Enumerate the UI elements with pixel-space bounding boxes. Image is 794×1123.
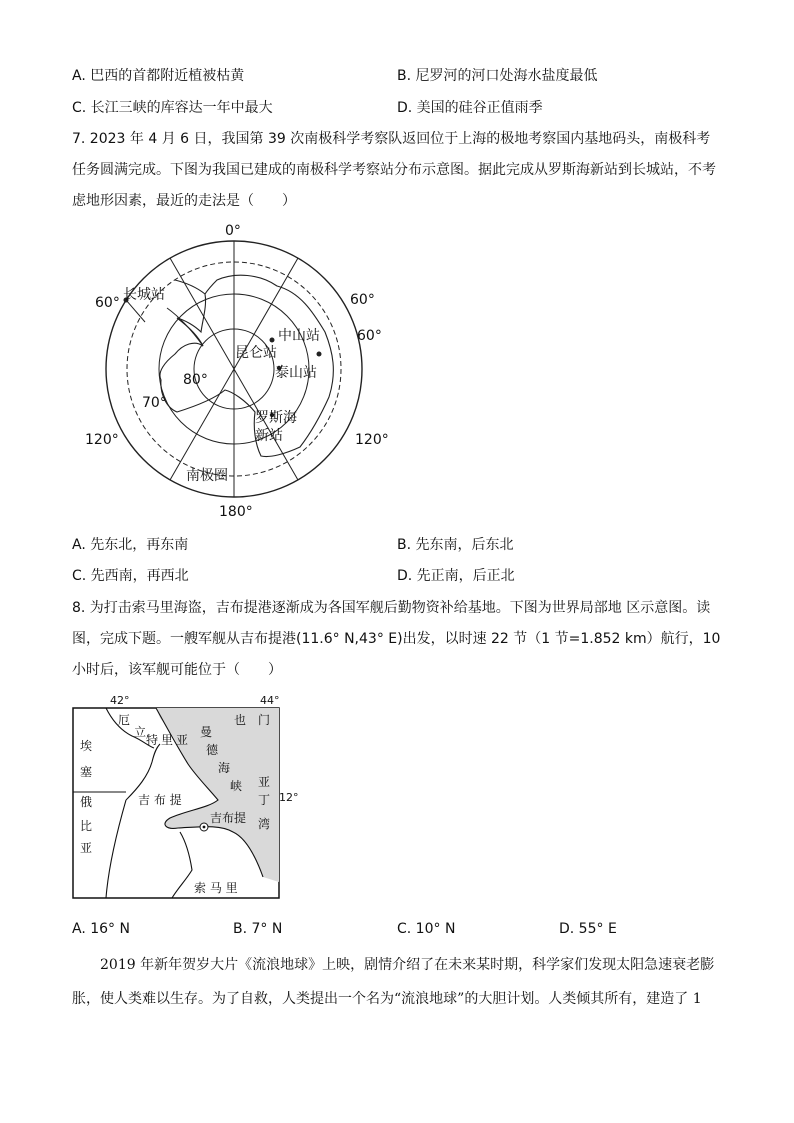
q6-option-c[interactable]: C. 长江三峡的库容达一年中最大 xyxy=(72,100,273,116)
label-ethiopia-3: 俄 xyxy=(80,795,93,809)
label-lat80: 80° xyxy=(183,372,208,388)
label-yemen-2: 门 xyxy=(258,713,271,727)
label-ethiopia-1: 埃 xyxy=(80,739,93,753)
q8-option-d[interactable]: D. 55° E xyxy=(559,921,617,937)
label-aden-1: 亚 xyxy=(258,775,271,789)
q6-option-d[interactable]: D. 美国的硅谷正值雨季 xyxy=(397,100,543,116)
q7-stem: 7. 2023 年 4 月 6 日，我国第 39 次南极科学考察队返回位于上海的极地考察国内基地码头，南极科考任务圆满完成。下图为我国已建成的南极科学考察站分布示意图。据此完成从罗斯海新站到长城站，不考虑地形因素，最近的走法是（ ） xyxy=(72,131,716,209)
border-ethiopia-somalia xyxy=(106,800,126,898)
label-lon0: 0° xyxy=(225,223,241,239)
q6-option-b[interactable]: B. 尼罗河的河口处海水盐度最低 xyxy=(397,68,598,84)
antarctic-peninsula xyxy=(167,280,205,346)
label-antarctic-circle: 南极圈 xyxy=(186,468,228,484)
label-ethiopia-4: 比 xyxy=(80,819,93,833)
label-lon120w: 120° xyxy=(85,432,119,448)
label-lon60w: 60° xyxy=(95,295,120,311)
q8-option-c[interactable]: C. 10° N xyxy=(397,921,456,937)
label-lon44: 44° xyxy=(260,694,280,707)
label-lat12: 12° xyxy=(279,791,299,804)
djibouti-region-map xyxy=(68,692,318,902)
label-ethiopia-2: 塞 xyxy=(80,765,93,779)
label-somalia: 索 马 里 xyxy=(194,881,238,895)
label-changcheng-station: 长城站 xyxy=(123,287,165,303)
q8-stem: 8. 为打击索马里海盗，吉布提港逐渐成为各国军舰后勤物资补给基地。下图为世界局部地 区示意图。读图，完成下题。一艘军舰从吉布提港(11.6° N,43° E)出发，以时速 22 节（1 节=1.852 km）航行，10 小时后，该军舰可能位于（ ） xyxy=(72,600,721,678)
label-eritrea-5: 亚 xyxy=(176,733,189,747)
q8-option-a[interactable]: A. 16° N xyxy=(72,921,130,937)
label-aden-2: 丁 xyxy=(258,793,271,807)
label-eritrea-2: 立 xyxy=(134,725,147,739)
kunlun-station-dot xyxy=(270,338,275,343)
label-aden-3: 湾 xyxy=(258,817,271,831)
label-lon180: 180° xyxy=(219,504,253,520)
changcheng-leader xyxy=(126,300,145,322)
label-rosssea-line2: 新站 xyxy=(255,428,283,444)
q6-option-a[interactable]: A. 巴西的首都附近植被枯黄 xyxy=(72,68,245,84)
label-mandeb-1: 曼 xyxy=(200,725,213,739)
q7-option-c[interactable]: C. 先西南，再西北 xyxy=(72,568,189,584)
label-mandeb-4: 峡 xyxy=(230,779,243,793)
label-kunlun-station: 昆仑站 xyxy=(235,345,277,361)
q7-option-a[interactable]: A. 先东北，再东南 xyxy=(72,537,189,553)
label-lon120e: 120° xyxy=(355,432,389,448)
label-ethiopia-5: 亚 xyxy=(80,841,93,855)
label-lat70: 70° xyxy=(142,395,167,411)
border-djibouti-somalia xyxy=(172,832,192,898)
antarctica-station-map xyxy=(85,222,389,522)
label-lon42: 42° xyxy=(110,694,130,707)
label-zhongshan-station: 中山站 xyxy=(278,328,320,344)
label-taishan-station: 泰山站 xyxy=(275,365,317,381)
label-rosssea-line1: 罗斯海 xyxy=(255,410,297,426)
q8-option-b[interactable]: B. 7° N xyxy=(233,921,283,937)
label-djibouti-city: 吉布提 xyxy=(210,811,247,825)
label-lon60e-top: 60° xyxy=(350,292,375,308)
label-mandeb-3: 海 xyxy=(218,761,231,775)
border-djibouti-ethiopia xyxy=(126,744,160,800)
zhongshan-station-dot xyxy=(317,352,322,357)
label-eritrea-3: 特 xyxy=(146,733,159,747)
q7-option-d[interactable]: D. 先正南，后正北 xyxy=(397,568,515,584)
passage-text: 2019 年新年贺岁大片《流浪地球》上映，剧情介绍了在未来某时期，科学家们发现太阳急速衰老膨胀，使人类难以生存。为了自救，人类提出一个名为“流浪地球”的大胆计划。人类倾其所有，建造了 1 xyxy=(72,957,715,1007)
label-mandeb-2: 德 xyxy=(206,743,219,757)
q7-option-b[interactable]: B. 先东南，后东北 xyxy=(397,537,514,553)
label-eritrea-1: 厄 xyxy=(118,713,131,727)
label-djibouti-country: 吉 布 提 xyxy=(138,793,182,807)
label-yemen-1: 也 xyxy=(234,713,247,727)
label-lon60e-inner: 60° xyxy=(357,328,382,344)
label-eritrea-4: 里 xyxy=(161,733,174,747)
